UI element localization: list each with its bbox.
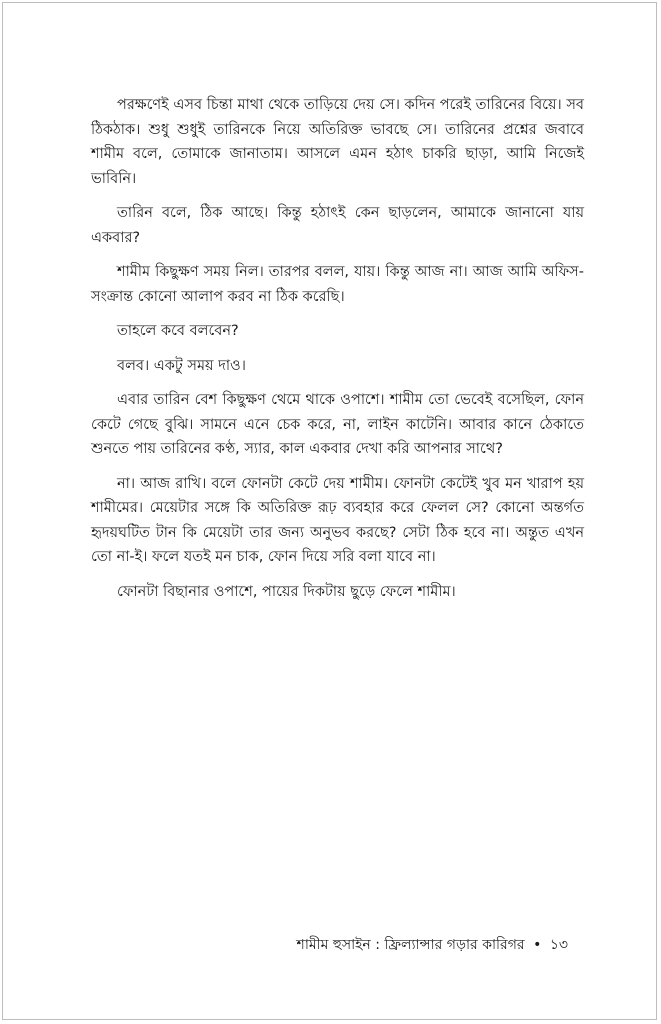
paragraph: এবার তারিন বেশ কিছুক্ষণ থেমে থাকে ওপাশে। শামীম তো ভেবেই বসেছিল, ফোন কেটে গেছে বুঝি। সামনে এনে চেক করে, না, লাইন কাটেনি। আবার কানে ঠেকাতে শুনতে পায় তারিনের কণ্ঠ, স্যার, কাল একবার দেখা করি আপনার সাথে? [91, 392, 584, 457]
paragraph: তারিন বলে, ঠিক আছে। কিন্তু হঠাৎই কেন ছাড়লেন, আমাকে জানানো যায় একবার? [91, 205, 584, 246]
page-number: ১৩ [549, 937, 568, 953]
page-footer [297, 935, 568, 955]
paragraph: শামীম কিছুক্ষণ সময় নিল। তারপর বলল, যায়। কিন্তু আজ না। আজ আমি অফিস-সংক্রান্ত কোনো আলাপ করব না ঠিক করেছি। [91, 264, 584, 305]
running-title: শামীম হুসাইন : ফ্রিল্যান্সার গড়ার কারিগর [296, 937, 525, 953]
paragraph: বলব। একটু সময় দাও। [117, 357, 246, 374]
book-page [2, 2, 657, 1020]
paragraph: ফোনটা বিছানার ওপাশে, পায়ের দিকটায় ছুড়ে ফেলে শামীম। [117, 583, 456, 600]
bullet-separator: • [533, 937, 542, 953]
paragraph: তাহলে কবে বলবেন? [117, 323, 239, 339]
paragraph: না। আজ রাখি। বলে ফোনটা কেটে দেয় শামীম। ফোনটা কেটেই খুব মন খারাপ হয় শামীমের। মেয়েটার সঙ্গে কি অতিরিক্ত রূঢ় ব্যবহার করে ফেলল সে? কোনো অন্তর্গত হৃদয়ঘটিত টান কি মেয়েটা তার জন্য অনুভব করছে? সেটা ঠিক হবে না। অন্তুত এখন তো না-ই। ফলে যতই মন চাক, ফোন দিয়ে সরি বলা যাবে না। [91, 475, 584, 565]
paragraph: পরক্ষণেই এসব চিন্তা মাথা থেকে তাড়িয়ে দেয় সে। কদিন পরেই তারিনের বিয়ে। সব ঠিকঠাক। শুধু শুধুই তারিনকে নিয়ে অতিরিক্ত ভাবছে সে। তারিনের প্রশ্নের জবাবে শামীম বলে, তোমাকে জানাতাম। আসলে এমন হঠাৎ চাকরি ছাড়া, আমি নিজেই ভাবিনি। [91, 97, 584, 187]
body-text [91, 93, 584, 614]
